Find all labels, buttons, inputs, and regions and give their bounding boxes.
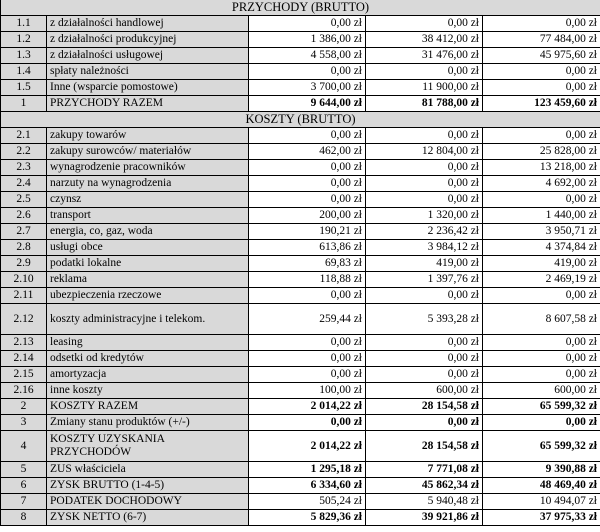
value-cell-year-3: 0,00 zł [483,288,600,304]
row-number: 2 [1,399,47,415]
row-label: usługi obce [47,240,249,256]
value-cell-year-1: 1 295,18 zł [249,462,366,478]
value-cell-year-3: 123 459,60 zł [483,96,600,112]
row-number: 2.14 [1,351,47,367]
value-cell-year-2: 419,00 zł [366,256,483,272]
value-cell-year-2: 11 900,00 zł [366,80,483,96]
value-cell-year-3: 0,00 zł [483,80,600,96]
value-cell-year-2: 0,00 zł [366,367,483,383]
table-row [1,208,600,224]
row-label: ZUS właściciela [47,462,249,478]
table-row [1,399,600,415]
row-number: 2.7 [1,224,47,240]
row-number: 2.10 [1,272,47,288]
value-cell-year-3: 0,00 zł [483,335,600,351]
row-number: 6 [1,478,47,494]
row-label: amortyzacja [47,367,249,383]
table-body [1,0,600,526]
table-row [1,431,600,462]
value-cell-year-2: 81 788,00 zł [366,96,483,112]
value-cell-year-3: 419,00 zł [483,256,600,272]
value-cell-year-1: 0,00 zł [249,128,366,144]
row-number: 2.2 [1,144,47,160]
row-label: czynsz [47,192,249,208]
row-label: z działalności handlowej [47,16,249,32]
section-heading: PRZYCHODY (BRUTTO) [1,0,600,16]
row-label: ubezpieczenia rzeczowe [47,288,249,304]
table-row [1,256,600,272]
row-number: 1.4 [1,64,47,80]
row-number: 2.11 [1,288,47,304]
value-cell-year-3: 65 599,32 zł [483,431,600,462]
value-cell-year-2: 0,00 zł [366,415,483,431]
table-row [1,304,600,335]
section-heading: KOSZTY (BRUTTO) [1,112,600,128]
value-cell-year-3: 0,00 zł [483,128,600,144]
value-cell-year-1: 4 558,00 zł [249,48,366,64]
value-cell-year-3: 0,00 zł [483,192,600,208]
value-cell-year-1: 0,00 zł [249,351,366,367]
value-cell-year-2: 7 771,08 zł [366,462,483,478]
table-row [1,367,600,383]
value-cell-year-1: 0,00 zł [249,160,366,176]
row-number: 2.1 [1,128,47,144]
value-cell-year-2: 0,00 zł [366,176,483,192]
value-cell-year-1: 259,44 zł [249,304,366,335]
value-cell-year-2: 0,00 zł [366,288,483,304]
row-label: KOSZTY RAZEM [47,399,249,415]
row-label: KOSZTY UZYSKANIA PRZYCHODÓW [47,431,249,462]
section-header [1,0,600,16]
row-label: zakupy towarów [47,128,249,144]
value-cell-year-1: 0,00 zł [249,64,366,80]
value-cell-year-2: 0,00 zł [366,64,483,80]
table-row [1,415,600,431]
value-cell-year-3: 1 440,00 zł [483,208,600,224]
value-cell-year-3: 4 374,84 zł [483,240,600,256]
value-cell-year-2: 5 393,28 zł [366,304,483,335]
row-number: 1 [1,96,47,112]
table-row [1,80,600,96]
value-cell-year-3: 3 950,71 zł [483,224,600,240]
value-cell-year-1: 9 644,00 zł [249,96,366,112]
value-cell-year-3: 48 469,40 zł [483,478,600,494]
row-number: 1.3 [1,48,47,64]
value-cell-year-2: 2 236,42 zł [366,224,483,240]
value-cell-year-3: 9 390,88 zł [483,462,600,478]
value-cell-year-3: 4 692,00 zł [483,176,600,192]
value-cell-year-3: 0,00 zł [483,16,600,32]
value-cell-year-2: 5 940,48 zł [366,494,483,510]
value-cell-year-1: 0,00 zł [249,367,366,383]
row-number: 2.5 [1,192,47,208]
value-cell-year-2: 0,00 zł [366,16,483,32]
value-cell-year-1: 0,00 zł [249,288,366,304]
table-row [1,144,600,160]
value-cell-year-1: 505,24 zł [249,494,366,510]
value-cell-year-2: 28 154,58 zł [366,431,483,462]
value-cell-year-2: 12 804,00 zł [366,144,483,160]
value-cell-year-2: 28 154,58 zł [366,399,483,415]
row-label: transport [47,208,249,224]
row-label: koszty administracyjne i telekom. [47,304,249,335]
table-row [1,272,600,288]
value-cell-year-2: 31 476,00 zł [366,48,483,64]
value-cell-year-3: 2 469,19 zł [483,272,600,288]
value-cell-year-3: 8 607,58 zł [483,304,600,335]
value-cell-year-2: 0,00 zł [366,128,483,144]
row-number: 1.5 [1,80,47,96]
table-row [1,32,600,48]
value-cell-year-2: 3 984,12 zł [366,240,483,256]
row-label: podatki lokalne [47,256,249,272]
row-number: 5 [1,462,47,478]
table-row [1,494,600,510]
row-number: 2.15 [1,367,47,383]
table-row [1,16,600,32]
row-number: 1.2 [1,32,47,48]
value-cell-year-1: 613,86 zł [249,240,366,256]
row-label: narzuty na wynagrodzenia [47,176,249,192]
value-cell-year-2: 0,00 zł [366,351,483,367]
value-cell-year-1: 1 386,00 zł [249,32,366,48]
table-row [1,128,600,144]
value-cell-year-3: 600,00 zł [483,383,600,399]
row-number: 8 [1,510,47,526]
table-row [1,192,600,208]
row-label: z działalności produkcyjnej [47,32,249,48]
value-cell-year-1: 462,00 zł [249,144,366,160]
value-cell-year-2: 1 320,00 zł [366,208,483,224]
table-row [1,288,600,304]
row-label: leasing [47,335,249,351]
value-cell-year-3: 0,00 zł [483,415,600,431]
value-cell-year-1: 0,00 zł [249,415,366,431]
value-cell-year-1: 2 014,22 zł [249,431,366,462]
row-number: 3 [1,415,47,431]
row-number: 2.9 [1,256,47,272]
value-cell-year-2: 1 397,76 zł [366,272,483,288]
table-row [1,478,600,494]
value-cell-year-1: 69,83 zł [249,256,366,272]
row-label: Inne (wsparcie pomostowe) [47,80,249,96]
row-label: Zmiany stanu produktów (+/-) [47,415,249,431]
value-cell-year-2: 600,00 zł [366,383,483,399]
row-label: PRZYCHODY RAZEM [47,96,249,112]
value-cell-year-1: 0,00 zł [249,16,366,32]
value-cell-year-1: 5 829,36 zł [249,510,366,526]
value-cell-year-1: 3 700,00 zł [249,80,366,96]
table-row [1,160,600,176]
value-cell-year-1: 2 014,22 zł [249,399,366,415]
table-row [1,462,600,478]
value-cell-year-3: 0,00 zł [483,64,600,80]
value-cell-year-1: 100,00 zł [249,383,366,399]
value-cell-year-3: 25 828,00 zł [483,144,600,160]
table-row [1,240,600,256]
value-cell-year-2: 0,00 zł [366,335,483,351]
value-cell-year-1: 190,21 zł [249,224,366,240]
value-cell-year-1: 0,00 zł [249,335,366,351]
value-cell-year-2: 0,00 zł [366,192,483,208]
row-label: odsetki od kredytów [47,351,249,367]
row-label: PODATEK DOCHODOWY [47,494,249,510]
row-number: 2.13 [1,335,47,351]
value-cell-year-3: 65 599,32 zł [483,399,600,415]
table-row [1,335,600,351]
value-cell-year-3: 77 484,00 zł [483,32,600,48]
value-cell-year-2: 38 412,00 zł [366,32,483,48]
value-cell-year-3: 13 218,00 zł [483,160,600,176]
table-row [1,64,600,80]
row-label: ZYSK NETTO (6-7) [47,510,249,526]
value-cell-year-3: 0,00 zł [483,351,600,367]
table-row [1,224,600,240]
value-cell-year-2: 0,00 zł [366,160,483,176]
row-label: energia, co, gaz, woda [47,224,249,240]
value-cell-year-1: 200,00 zł [249,208,366,224]
table-row [1,96,600,112]
row-number: 2.16 [1,383,47,399]
value-cell-year-3: 45 975,60 zł [483,48,600,64]
row-label: z działalności usługowej [47,48,249,64]
row-number: 2.4 [1,176,47,192]
row-label: ZYSK BRUTTO (1-4-5) [47,478,249,494]
row-number: 2.8 [1,240,47,256]
value-cell-year-2: 45 862,34 zł [366,478,483,494]
value-cell-year-1: 6 334,60 zł [249,478,366,494]
section-header [1,112,600,128]
table-row [1,510,600,526]
row-label: wynagrodzenie pracowników [47,160,249,176]
table-row [1,48,600,64]
row-number: 1.1 [1,16,47,32]
row-number: 2.6 [1,208,47,224]
row-label: inne koszty [47,383,249,399]
value-cell-year-3: 0,00 zł [483,367,600,383]
row-number: 2.3 [1,160,47,176]
value-cell-year-1: 118,88 zł [249,272,366,288]
table-row [1,176,600,192]
value-cell-year-3: 10 494,07 zł [483,494,600,510]
value-cell-year-2: 39 921,86 zł [366,510,483,526]
row-label: zakupy surowców/ materiałów [47,144,249,160]
table-row [1,351,600,367]
row-number: 4 [1,431,47,462]
value-cell-year-3: 37 975,33 zł [483,510,600,526]
value-cell-year-1: 0,00 zł [249,176,366,192]
value-cell-year-1: 0,00 zł [249,192,366,208]
row-label: reklama [47,272,249,288]
row-label: spłaty należności [47,64,249,80]
row-number: 7 [1,494,47,510]
row-number: 2.12 [1,304,47,335]
table-row [1,383,600,399]
